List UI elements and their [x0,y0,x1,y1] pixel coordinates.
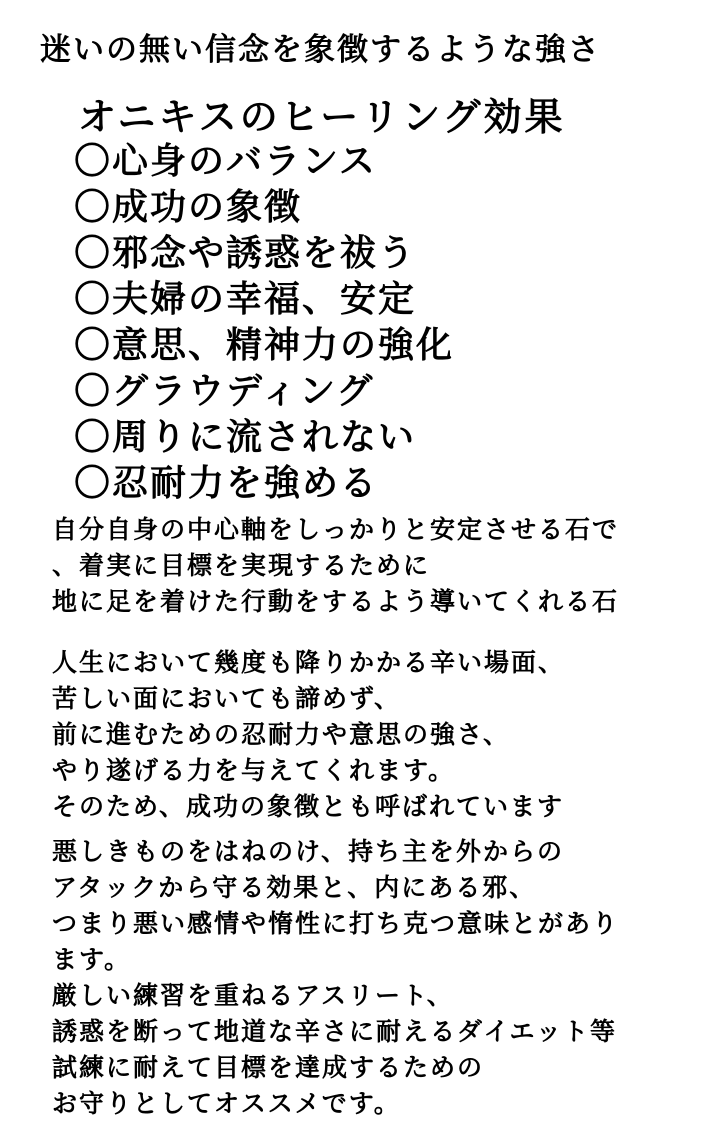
paragraph-stability [52,512,712,620]
effect-item-ward-off-temptation: 〇邪念や誘惑を祓う [74,233,417,274]
text-line: 前に進むための忍耐力や意思の強さ、 [52,720,511,749]
text-line: 悪しきものをはねのけ、持ち主を外からの [52,837,565,866]
text-line: 自分自身の中心軸をしっかりと安定させる石で [52,515,620,544]
text-line: そのため、成功の象徴とも呼ばれています [52,792,565,821]
text-line: やり遂げる力を与えてくれます。 [52,756,456,785]
text-line: アタックから守る効果と、内にある邪、 [52,873,537,902]
text-line: お守りとしてオススメです。 [52,1089,401,1118]
text-line: 誘惑を断って地道な辛さに耐えるダイエット等 [52,1017,618,1046]
text-line: 人生において幾度も降りかかる辛い場面、 [52,648,566,677]
effect-item-mind-body-balance: 〇心身のバランス [74,141,377,182]
effect-item-marital-happiness: 〇夫婦の幸福、安定 [74,279,417,320]
effect-item-willpower: 〇意思、精神力の強化 [74,325,455,366]
text-line: 苦しい面においても諦めず、 [52,684,402,713]
text-line: ます。 [52,945,132,974]
text-line: 試練に耐えて目標を達成するための [52,1053,485,1082]
effect-item-grounding: 〇グラウディング [74,371,375,412]
healing-effects-list [74,139,454,507]
paragraph-success [52,645,712,825]
text-line: 地に足を着けた行動をするよう導いてくれる石 [52,587,620,616]
text-line: つまり悪い感情や惰性に打ち克つ意味とがあり [52,909,620,938]
healing-effects-heading: オニキスのヒーリング効果 [78,95,566,139]
effect-item-not-swayed: 〇周りに流されない [74,417,417,458]
text-line: 厳しい練習を重ねるアスリート、 [52,981,454,1010]
text-line: 、着実に目標を実現するために [52,551,431,580]
paragraph-protection [52,834,712,1122]
effect-item-symbol-of-success: 〇成功の象徴 [74,187,303,228]
page-title: 迷いの無い信念を象徴するような強さ [40,32,601,68]
effect-item-patience: 〇忍耐力を強める [74,463,379,504]
